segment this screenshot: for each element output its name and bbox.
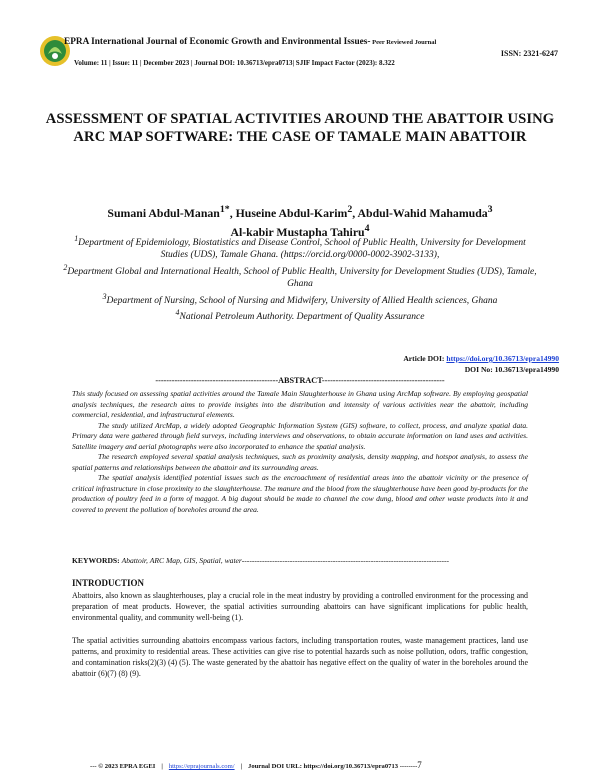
paper-title: ASSESSMENT OF SPATIAL ACTIVITIES AROUND THE ABATTOIR USING ARC MAP SOFTWARE: THE CASE OF TAMALE MAIN ABATTOIR bbox=[45, 111, 555, 145]
journal-header bbox=[38, 34, 562, 70]
page-footer: --- © 2023 EPRA EGEI | https://eprajournals.com/ | Journal DOI URL: https://doi.org/10.36713/epra0713 --------7 bbox=[90, 760, 422, 770]
abstract-heading: ---------------------------------------------ABSTRACT--------------------------------------------- bbox=[155, 376, 445, 385]
introduction-paragraph-1: Abattoirs, also known as slaughterhouses, play a crucial role in the meat industry by providing a controlled environment for the processing and preparation of meat products. However, the spatial activities surrounding abattoirs can have significant implications for public health, environmental quality, and community well-being (1). bbox=[72, 591, 528, 622]
footer-journal-doi: Journal DOI URL: https://doi.org/10.36713/epra0713 -------- bbox=[248, 763, 418, 770]
introduction-heading: INTRODUCTION bbox=[72, 578, 145, 588]
authors-line-2: Al-kabir Mustapha Tahiru$^4$ bbox=[230, 222, 370, 239]
abstract-paragraph-2: The study utilized ArcMap, a widely adopted Geographic Information System (GIS) software, to collect, process, and analyze spatial data. Primary data were gathered through field surveys, including interviews and observations, to obtain accurate information on land uses and activities. Satellite imagery and aerial photographs were also incorporated to enhance the spatial analysis. bbox=[72, 420, 528, 451]
footer-copyright: --- © 2023 EPRA EGEI bbox=[90, 763, 156, 770]
authors-line-1: Sumani Abdul-Manan$^{1*}$, Huseine Abdul-Karim$^2$, Abdul-Wahid Mahamuda$^3$ bbox=[107, 204, 493, 220]
peer-reviewed-label: Peer Reviewed Journal bbox=[370, 39, 437, 46]
keywords-value: Abattoir, ARC Map, GIS, Spatial, water---------------------------------------------------------------------------------- bbox=[121, 556, 450, 565]
issn: ISSN: 2321-6247 bbox=[500, 49, 558, 58]
affiliation-2: $^2$Department Global and International Health, School of Public Health, University for Development Studies (UDS), Tamale, Ghana bbox=[63, 262, 537, 290]
affiliation-1: $^1$Department of Epidemiology, Biostatistics and Disease Control, School of Public Health, University for Development Studies (UDS), Tamale Ghana. (https://orcid.org/0000-0002-3902-3133), bbox=[74, 234, 526, 261]
article-doi-link[interactable]: https://doi.org/10.36713/epra14990 bbox=[446, 354, 559, 363]
abstract bbox=[72, 389, 528, 515]
page-number: 7 bbox=[417, 760, 422, 770]
doi-number: DOI No: 10.36713/epra14990 bbox=[464, 365, 559, 374]
journal-title: EPRA International Journal of Economic Growth and Environmental Issues- Peer Reviewed Journal bbox=[64, 37, 437, 47]
volume-line: Volume: 11 | Issue: 11 | December 2023 | Journal DOI: 10.36713/epra0713| SJIF Impact Factor (2023): 8.322 bbox=[74, 59, 395, 67]
keywords-label: KEYWORDS: bbox=[72, 556, 122, 565]
doi-block bbox=[403, 353, 559, 375]
affiliations bbox=[60, 233, 540, 323]
abstract-paragraph-3: The research employed several spatial analysis techniques, such as proximity analysis, density mapping, and hotspot analysis, to assess the spatial patterns and relationships between the abattoir and its surrounding areas. bbox=[72, 452, 528, 472]
introduction-paragraph-2: The spatial activities surrounding abattoirs encompass various factors, including transportation routes, waste management practices, land use patterns, and proximity to residential areas. These activities can give rise to potential hazards such as noise pollution, odors, traffic congestion, and contamination risks(2)(3) (4) (5). The waste generated by the abattoir has negative effect on the quality of water in the boreholes around the abattoir (6)(7) (8) (9). bbox=[72, 636, 528, 678]
abstract-paragraph-1: This study focused on assessing spatial activities around the Tamale Main Slaughterhouse in Ghana using ArcMap software. By employing geospatial analysis techniques, the research aims to provide insights into the distribution and intensity of various activities near the abattoir, including commercial, residential, and infrastructural elements. bbox=[72, 389, 528, 419]
abstract-paragraph-4: The spatial analysis identified potential issues such as the encroachment of residential areas into the abattoir vicinity or the presence of critical infrastructure in close proximity to the slaughterhouse. The manure and the blood from the slaughterhouse have been good by-products for the production of poultry feed in a form of maggot. A big dugout should be made to channel the cow dung, blood and other waste products into it and covered to prevent the pollution of boreholes around the area. bbox=[72, 473, 528, 514]
footer-link[interactable]: https://eprajournals.com/ bbox=[168, 763, 235, 770]
article-doi: Article DOI: https://doi.org/10.36713/epra14990 bbox=[403, 354, 559, 363]
keywords bbox=[72, 556, 538, 565]
affiliation-4: $^4$National Petroleum Authority. Department of Quality Assurance bbox=[175, 307, 425, 323]
affiliation-3: $^3$Department of Nursing, School of Nursing and Midwifery, University of Allied Health sciences, Ghana bbox=[102, 291, 498, 306]
